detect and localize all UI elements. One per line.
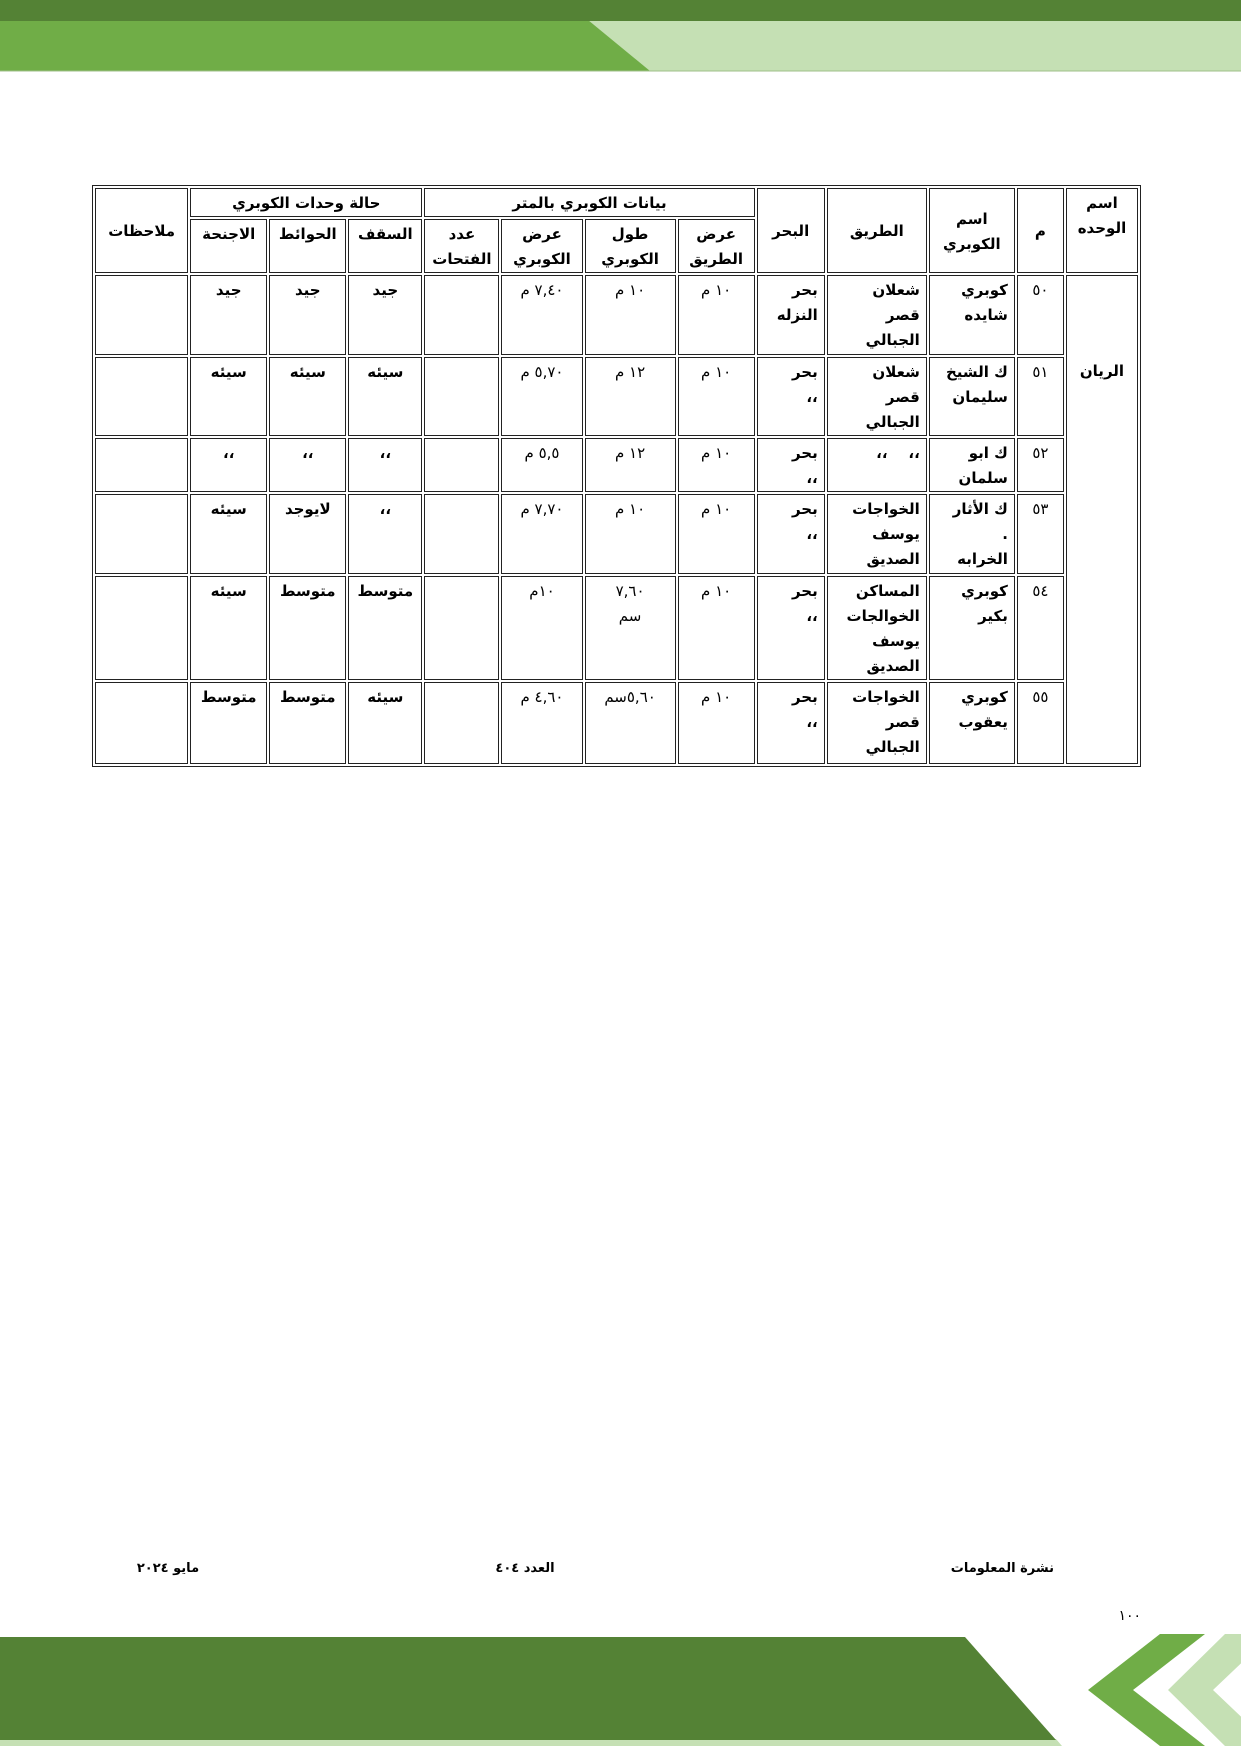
cell-bridge-length: ١٢ م	[585, 438, 676, 492]
header-road-width: عرض الطريق	[678, 219, 755, 273]
page-number: ١٠٠	[1118, 1608, 1141, 1624]
cell-bridge-name: كوبري يعقوب	[929, 682, 1015, 764]
table-row	[95, 357, 1138, 436]
header-bridge-length: طول الكوبري	[585, 219, 676, 273]
cell-roof: متوسط	[348, 576, 422, 680]
header-bridge-name: اسم الكوبري	[929, 188, 1015, 273]
cell-wings: سيئه	[190, 494, 267, 574]
cell-bridge-length: ١٠ م	[585, 275, 676, 355]
cell-canal: بحر ،،	[757, 357, 825, 436]
cell-openings	[424, 275, 499, 355]
header-number: م	[1017, 188, 1064, 273]
header-medium-band	[0, 20, 650, 71]
footer-light-strip	[0, 1739, 1062, 1746]
cell-number: ٥٤	[1017, 576, 1064, 680]
footer-publication-name: نشرة المعلومات	[950, 1561, 1054, 1576]
cell-openings	[424, 357, 499, 436]
cell-road-width: ١٠ م	[678, 357, 755, 436]
cell-bridge-length: ٧,٦٠ سم	[585, 576, 676, 680]
cell-road: الخواجات قصر الجبالي	[827, 682, 927, 764]
header-roof: السقف	[348, 219, 422, 273]
cell-wings: سيئه	[190, 357, 267, 436]
cell-number: ٥٢	[1017, 438, 1064, 492]
cell-road: المساكن الخوالجات يوسف الصديق	[827, 576, 927, 680]
cell-openings	[424, 576, 499, 680]
table-row	[95, 275, 1138, 355]
footer-dark-band	[0, 1637, 1056, 1740]
cell-canal: بحر ،،	[757, 682, 825, 764]
cell-bridge-width: ٤,٦٠ م	[501, 682, 582, 764]
cell-road-width: ١٠ م	[678, 438, 755, 492]
cell-bridge-length: ١٠ م	[585, 494, 676, 574]
cell-notes	[95, 357, 188, 436]
header-banner	[0, 0, 1241, 74]
cell-canal: بحر النزله	[757, 275, 825, 355]
header-condition-group: حالة وحدات الكوبري	[190, 188, 422, 217]
cell-roof: سيئه	[348, 682, 422, 764]
cell-number: ٥١	[1017, 357, 1064, 436]
cell-bridge-width: ٧,٧٠ م	[501, 494, 582, 574]
table-row	[95, 438, 1138, 492]
cell-canal: بحر ،،	[757, 494, 825, 574]
cell-road: الخواجات يوسف الصديق	[827, 494, 927, 574]
header-unit-name: اسم الوحده	[1066, 188, 1138, 273]
cell-number: ٥٠	[1017, 275, 1064, 355]
cell-bridge-name: كوبري شايده	[929, 275, 1015, 355]
cell-bridge-name: كوبري بكير	[929, 576, 1015, 680]
cell-road-width: ١٠ م	[678, 275, 755, 355]
cell-number: ٥٣	[1017, 494, 1064, 574]
cell-road-width: ١٠ م	[678, 494, 755, 574]
cell-roof: سيئه	[348, 357, 422, 436]
header-bridge-data-group: بيانات الكوبري بالمتر	[424, 188, 754, 217]
table-row	[95, 682, 1138, 764]
cell-road-width: ١٠ م	[678, 576, 755, 680]
cell-wings: متوسط	[190, 682, 267, 764]
cell-canal: بحر ،،	[757, 576, 825, 680]
footer-banner	[0, 1628, 1241, 1755]
cell-bridge-name: ك الشيخ سليمان	[929, 357, 1015, 436]
header-row-groups	[95, 188, 1138, 217]
cell-notes	[95, 576, 188, 680]
cell-bridge-width: ٥,٧٠ م	[501, 357, 582, 436]
header-bridge-width: عرض الكوبري	[501, 219, 582, 273]
cell-bridge-width: ١٠م	[501, 576, 582, 680]
bridges-table	[92, 185, 1141, 767]
cell-bridge-name: ك ابو سلمان	[929, 438, 1015, 492]
cell-bridge-width: ٥,٥ م	[501, 438, 582, 492]
cell-road: شعلان قصر الجبالي	[827, 275, 927, 355]
cell-notes	[95, 438, 188, 492]
cell-notes	[95, 275, 188, 355]
table-row	[95, 576, 1138, 680]
table-header	[95, 188, 1138, 273]
cell-number: ٥٥	[1017, 682, 1064, 764]
cell-walls: سيئه	[269, 357, 346, 436]
cell-notes	[95, 682, 188, 764]
cell-wings: جيد	[190, 275, 267, 355]
cell-openings	[424, 438, 499, 492]
cell-notes	[95, 494, 188, 574]
cell-roof: ،،	[348, 438, 422, 492]
cell-bridge-name: ك الأثار . الخرابه	[929, 494, 1015, 574]
cell-bridge-width: ٧,٤٠ م	[501, 275, 582, 355]
header-dark-strip	[0, 0, 1241, 21]
header-road: الطريق	[827, 188, 927, 273]
cell-openings	[424, 494, 499, 574]
cell-bridge-length: ٥,٦٠سم	[585, 682, 676, 764]
cell-bridge-length: ١٢ م	[585, 357, 676, 436]
cell-roof: ،،	[348, 494, 422, 574]
cell-road: ،، ،،	[827, 438, 927, 492]
cell-road: شعلان قصر الجبالي	[827, 357, 927, 436]
cell-walls: متوسط	[269, 682, 346, 764]
cell-road-width: ١٠ م	[678, 682, 755, 764]
cell-walls: ،،	[269, 438, 346, 492]
table-body	[95, 275, 1138, 764]
header-walls: الحوائط	[269, 219, 346, 273]
cell-walls: لايوجد	[269, 494, 346, 574]
cell-wings: سيئه	[190, 576, 267, 680]
cell-roof: جيد	[348, 275, 422, 355]
footer-issue-number: العدد ٤٠٤	[495, 1561, 555, 1576]
cell-canal: بحر ،،	[757, 438, 825, 492]
cell-walls: جيد	[269, 275, 346, 355]
cell-wings: ،،	[190, 438, 267, 492]
cell-walls: متوسط	[269, 576, 346, 680]
table-row	[95, 494, 1138, 574]
header-notes: ملاحظات	[95, 188, 188, 273]
header-canal: البحر	[757, 188, 825, 273]
header-wings: الاجنحة	[190, 219, 267, 273]
cell-openings	[424, 682, 499, 764]
header-openings: عدد الفتحات	[424, 219, 499, 273]
footer-date: مايو ٢٠٢٤	[136, 1561, 200, 1576]
cell-unit-name: الريان	[1066, 275, 1138, 764]
